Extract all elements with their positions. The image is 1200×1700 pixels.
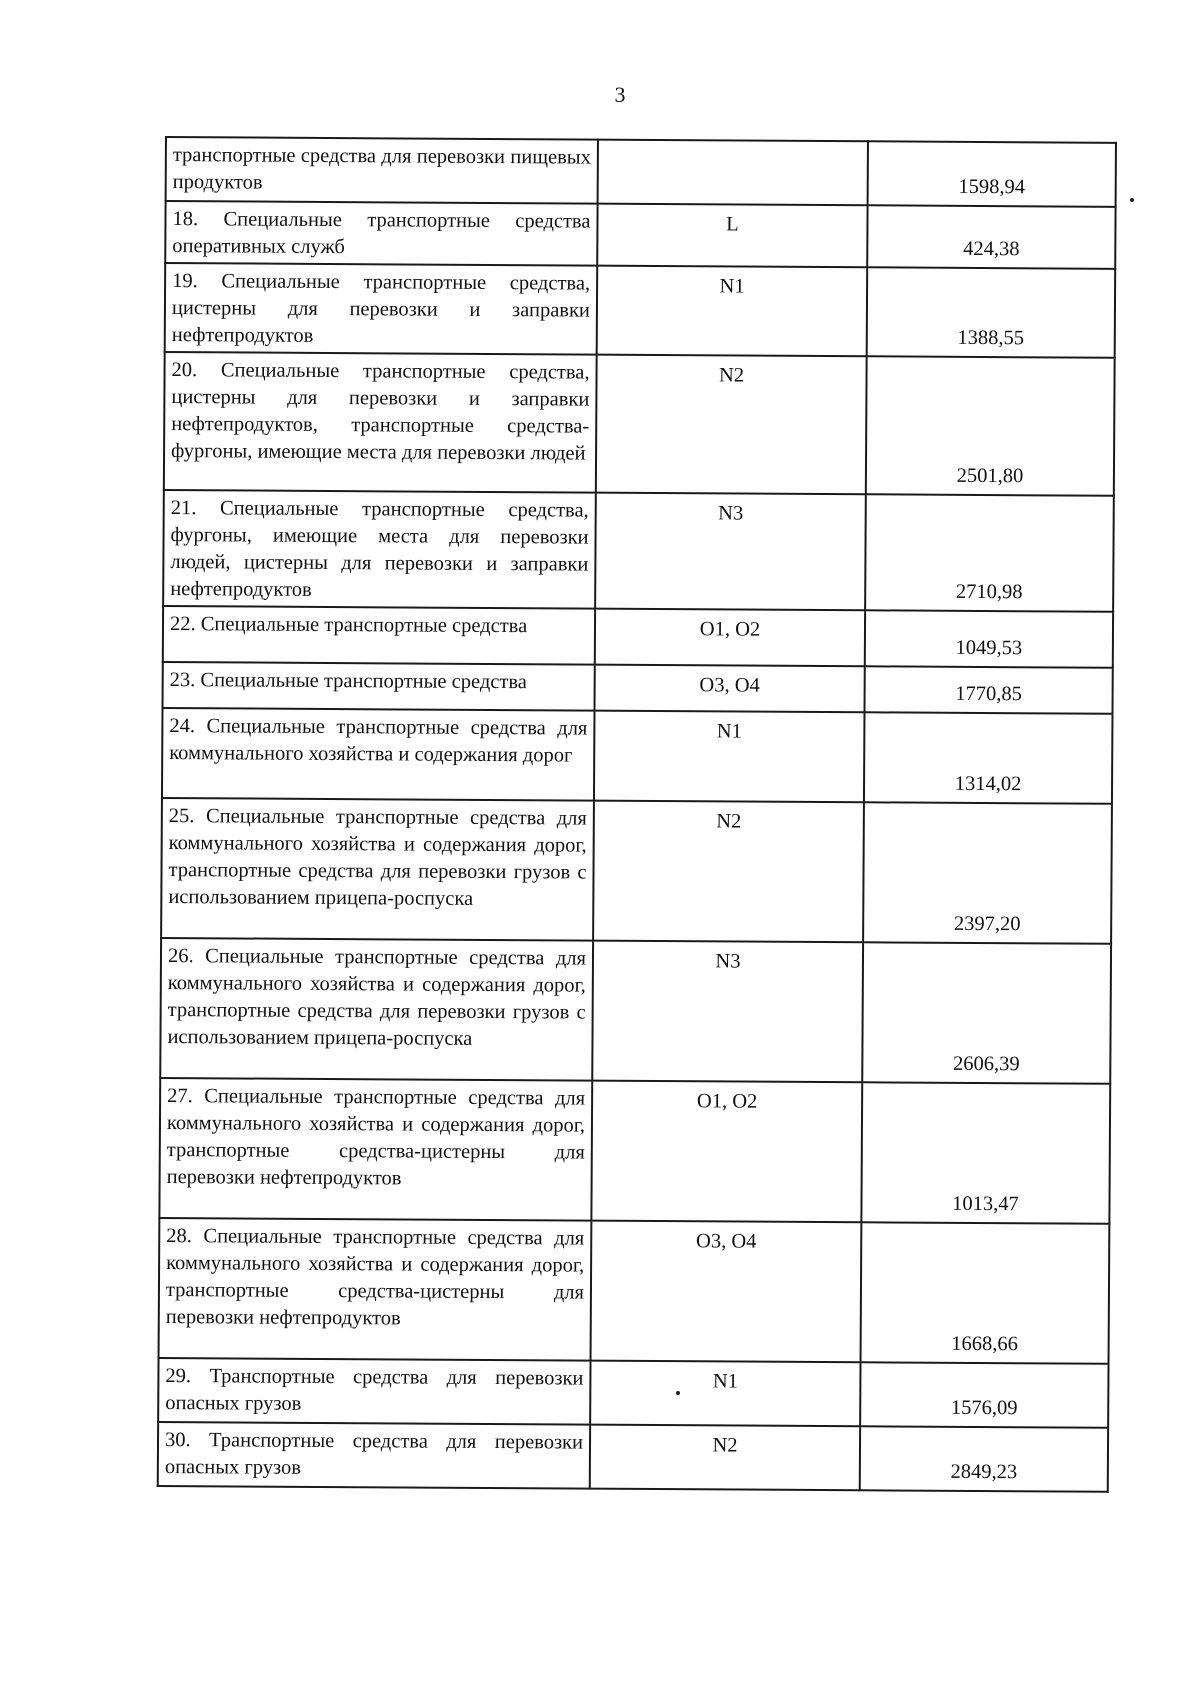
vehicle-category-cell: O3, O4 — [594, 665, 864, 713]
vehicle-type-cell: 18. Специальные транспортные средства оперативных служб — [165, 201, 597, 266]
vehicle-type-cell: 22. Специальные транспортные средства — [163, 606, 595, 665]
tariff-value-cell: 2606,39 — [862, 942, 1111, 1084]
table-row — [163, 606, 1113, 668]
table-row — [159, 1078, 1110, 1224]
vehicle-type-cell: 26. Специальные транспортные средства для коммунального хозяйства и содержания дорог, транспортные средства для перевозки грузов с использованием прицепа-роспуска — [160, 938, 593, 1081]
table-row — [159, 1218, 1110, 1364]
vehicle-category-cell: O1, O2 — [595, 609, 865, 667]
vehicle-type-cell: 20. Специальные транспортные средства, цистерны для перевозки и заправки нефтепродуктов, транспортные средства-фургоны, имеющие места для перевозки людей — [164, 352, 597, 493]
vehicle-category-cell: O3, O4 — [591, 1221, 862, 1363]
vehicle-type-cell: 24. Специальные транспортные средства для коммунального хозяйства и содержания дорог — [162, 708, 595, 801]
tariff-value-cell: 424,38 — [867, 205, 1115, 269]
tariff-value-cell: 1049,53 — [865, 610, 1113, 668]
table-row — [161, 798, 1112, 944]
table-row — [165, 263, 1116, 358]
vehicle-type-cell: транспортные средства для перевозки пищевых продуктов — [166, 137, 598, 204]
vehicle-category-cell: N3 — [595, 493, 866, 611]
vehicle-category-cell: N1 — [594, 711, 865, 803]
table-row — [166, 137, 1116, 207]
table-row — [163, 490, 1114, 612]
tariff-value-cell: 1013,47 — [861, 1082, 1110, 1224]
vehicle-category-cell: O1, O2 — [591, 1081, 862, 1223]
vehicle-category-cell: N2 — [593, 801, 864, 943]
table-row — [165, 201, 1115, 269]
vehicle-type-cell: 28. Специальные транспортные средства для коммунального хозяйства и содержания дорог, транспортные средства-цистерны для перевозки нефтепродуктов — [159, 1218, 592, 1361]
tariff-value-cell: 2501,80 — [866, 356, 1115, 496]
vehicle-type-cell: 29. Транспортные средства для перевозки опасных грузов — [158, 1358, 590, 1425]
tariff-value-cell: 1770,85 — [864, 666, 1112, 714]
vehicle-type-cell: 27. Специальные транспортные средства для коммунального хозяйства и содержания дорог, транспортные средства-цистерны для перевозки нефтепродуктов — [159, 1078, 592, 1221]
tariff-value-cell: 1388,55 — [867, 267, 1116, 358]
table-row — [158, 1422, 1108, 1492]
vehicle-category-cell: N1 — [597, 266, 868, 357]
tariff-value-cell: 1314,02 — [864, 712, 1113, 804]
tariff-value-cell: 1598,94 — [868, 141, 1116, 207]
table-row — [160, 938, 1111, 1084]
scan-speck — [676, 1391, 680, 1395]
tariff-value-cell: 2397,20 — [863, 802, 1112, 944]
table-row — [158, 1358, 1108, 1428]
vehicle-category-cell: N2 — [596, 355, 867, 495]
table-row — [164, 352, 1115, 496]
vehicle-category-cell: N1 — [590, 1361, 860, 1427]
tariff-value-cell: 2849,23 — [860, 1426, 1108, 1492]
tariff-value-cell: 2710,98 — [865, 494, 1114, 612]
vehicle-category-cell: L — [597, 204, 867, 268]
tariff-value-cell: 1668,66 — [861, 1222, 1110, 1364]
table-row — [162, 708, 1113, 804]
vehicle-type-cell: 19. Специальные транспортные средства, цистерны для перевозки и заправки нефтепродуктов — [165, 263, 598, 355]
table-row — [163, 662, 1113, 714]
vehicle-type-cell: 23. Специальные транспортные средства — [163, 662, 595, 711]
tariff-table — [157, 136, 1117, 1493]
vehicle-type-cell: 21. Специальные транспортные средства, фургоны, имеющие места для перевозки людей, цистерны для перевозки и заправки нефтепродуктов — [163, 490, 596, 609]
tariff-value-cell: 1576,09 — [860, 1362, 1108, 1428]
vehicle-category-cell: N3 — [592, 941, 863, 1083]
vehicle-type-cell: 30. Транспортные средства для перевозки опасных грузов — [158, 1422, 590, 1489]
vehicle-category-cell: N2 — [590, 1425, 860, 1491]
scan-speck — [1130, 198, 1134, 202]
page-number: 3 — [614, 82, 626, 107]
tariff-table-body — [158, 137, 1116, 1492]
vehicle-type-cell: 25. Специальные транспортные средства для коммунального хозяйства и содержания дорог, транспортные средства для перевозки грузов с использованием прицепа-роспуска — [161, 798, 594, 941]
vehicle-category-cell — [598, 140, 868, 206]
